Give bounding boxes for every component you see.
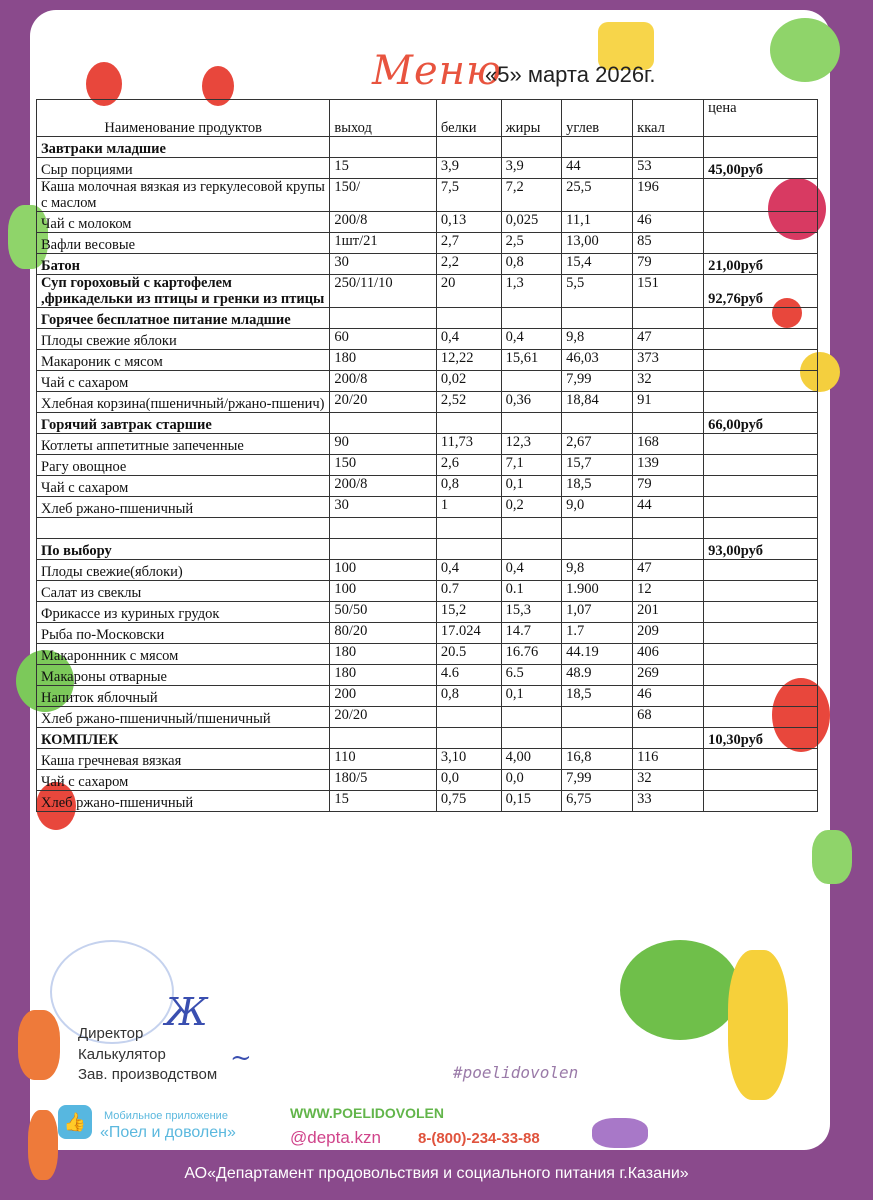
- nutrition-value-cell: 100: [330, 581, 437, 602]
- nutrition-value-cell: [501, 137, 562, 158]
- product-name-cell: Сыр порциями: [37, 158, 330, 179]
- table-row: [37, 770, 818, 791]
- nutrition-value-cell: 79: [633, 476, 704, 497]
- price-cell: [704, 434, 818, 455]
- nutrition-value-cell: 12,22: [436, 350, 501, 371]
- nutrition-value-cell: 85: [633, 233, 704, 254]
- nutrition-value-cell: 44: [562, 158, 633, 179]
- broccoli-character-icon: [620, 940, 740, 1040]
- product-name-cell: Плоды свежие яблоки: [37, 329, 330, 350]
- price-cell: [704, 560, 818, 581]
- price-cell: [704, 329, 818, 350]
- nutrition-value-cell: 7,99: [562, 371, 633, 392]
- price-cell: [704, 212, 818, 233]
- price-cell: [704, 623, 818, 644]
- table-section-row: [37, 413, 818, 434]
- nutrition-value-cell: 0,8: [436, 476, 501, 497]
- nutrition-value-cell: 15,2: [436, 602, 501, 623]
- nutrition-value-cell: [501, 518, 562, 539]
- product-name-cell: Хлебная корзина(пшеничный/ржано-пшенич): [37, 392, 330, 413]
- product-name-cell: Фрикассе из куриных грудок: [37, 602, 330, 623]
- menu-table: [36, 99, 818, 812]
- table-row: [37, 212, 818, 233]
- nutrition-value-cell: 373: [633, 350, 704, 371]
- nutrition-value-cell: 47: [633, 329, 704, 350]
- column-header: ккал: [633, 100, 704, 137]
- nutrition-value-cell: 0,13: [436, 212, 501, 233]
- table-row: [37, 179, 818, 212]
- nutrition-value-cell: 250/11/10: [330, 275, 437, 308]
- nutrition-value-cell: 30: [330, 497, 437, 518]
- nutrition-value-cell: [436, 137, 501, 158]
- nutrition-value-cell: 406: [633, 644, 704, 665]
- table-row: [37, 455, 818, 476]
- nutrition-value-cell: 0,4: [436, 329, 501, 350]
- menu-logo-title: Меню: [372, 48, 503, 94]
- nutrition-value-cell: 0,4: [501, 329, 562, 350]
- nutrition-value-cell: [633, 308, 704, 329]
- table-row: [37, 392, 818, 413]
- product-name-cell: КОМПЛЕК: [37, 728, 330, 749]
- nutrition-value-cell: 20.5: [436, 644, 501, 665]
- nutrition-value-cell: 44.19: [562, 644, 633, 665]
- nutrition-value-cell: 33: [633, 791, 704, 812]
- nutrition-value-cell: 6,75: [562, 791, 633, 812]
- nutrition-value-cell: 196: [633, 179, 704, 212]
- nutrition-value-cell: 0,75: [436, 791, 501, 812]
- nutrition-value-cell: 32: [633, 770, 704, 791]
- price-cell: [704, 602, 818, 623]
- price-cell: [704, 371, 818, 392]
- nutrition-value-cell: 20/20: [330, 707, 437, 728]
- nutrition-value-cell: 0,1: [501, 686, 562, 707]
- nutrition-value-cell: 0,4: [501, 560, 562, 581]
- nutrition-value-cell: 60: [330, 329, 437, 350]
- table-row: [37, 476, 818, 497]
- nutrition-value-cell: [501, 728, 562, 749]
- nutrition-value-cell: [633, 518, 704, 539]
- nutrition-value-cell: [330, 518, 437, 539]
- nutrition-value-cell: 12: [633, 581, 704, 602]
- nutrition-value-cell: [436, 518, 501, 539]
- product-name-cell: Суп гороховый с картофелем ,фрикадельки из птицы и гренки из птицы: [37, 275, 330, 308]
- price-cell: [704, 707, 818, 728]
- nutrition-value-cell: 7,1: [501, 455, 562, 476]
- instagram-handle[interactable]: @depta.kzn: [290, 1128, 381, 1147]
- candy-icon: [592, 1118, 648, 1148]
- nutrition-value-cell: [501, 707, 562, 728]
- price-cell: 93,00руб: [704, 539, 818, 560]
- nutrition-value-cell: 7,99: [562, 770, 633, 791]
- nutrition-value-cell: 3,10: [436, 749, 501, 770]
- column-header: выход: [330, 100, 437, 137]
- table-row: [37, 644, 818, 665]
- nutrition-value-cell: [501, 413, 562, 434]
- nutrition-value-cell: 3,9: [501, 158, 562, 179]
- nutrition-value-cell: 7,2: [501, 179, 562, 212]
- thumbs-up-app-icon: 👍: [58, 1105, 92, 1139]
- production-signature: ~: [230, 1043, 252, 1073]
- nutrition-value-cell: [330, 413, 437, 434]
- table-row: [37, 602, 818, 623]
- nutrition-value-cell: 15,4: [562, 254, 633, 275]
- nutrition-value-cell: 46,03: [562, 350, 633, 371]
- nutrition-value-cell: 200: [330, 686, 437, 707]
- table-row: [37, 749, 818, 770]
- nutrition-value-cell: 2,52: [436, 392, 501, 413]
- price-cell: [704, 476, 818, 497]
- nutrition-value-cell: [436, 413, 501, 434]
- nutrition-value-cell: 44: [633, 497, 704, 518]
- product-name-cell: По выбору: [37, 539, 330, 560]
- price-cell: 66,00руб: [704, 413, 818, 434]
- nutrition-value-cell: 0,15: [501, 791, 562, 812]
- product-name-cell: [37, 518, 330, 539]
- nutrition-value-cell: 15,3: [501, 602, 562, 623]
- table-section-row: [37, 275, 818, 308]
- table-row: [37, 350, 818, 371]
- column-header: углев: [562, 100, 633, 137]
- product-name-cell: Котлеты аппетитные запеченные: [37, 434, 330, 455]
- nutrition-value-cell: [562, 137, 633, 158]
- table-row: [37, 233, 818, 254]
- nutrition-value-cell: [562, 518, 633, 539]
- price-cell: [704, 392, 818, 413]
- nutrition-value-cell: 30: [330, 254, 437, 275]
- carrot-character-icon: [18, 1010, 60, 1080]
- nutrition-value-cell: 15: [330, 791, 437, 812]
- nutrition-value-cell: 9,8: [562, 560, 633, 581]
- nutrition-value-cell: 50/50: [330, 602, 437, 623]
- nutrition-value-cell: 0,0: [436, 770, 501, 791]
- table-row: [37, 158, 818, 179]
- nutrition-value-cell: 3,9: [436, 158, 501, 179]
- product-name-cell: Чай с молоком: [37, 212, 330, 233]
- menu-date: «5» марта 2026г.: [485, 62, 656, 87]
- product-name-cell: Чай с сахаром: [37, 371, 330, 392]
- nutrition-value-cell: 9,0: [562, 497, 633, 518]
- nutrition-value-cell: 200/8: [330, 476, 437, 497]
- table-row: [37, 518, 818, 539]
- nutrition-value-cell: 12,3: [501, 434, 562, 455]
- nutrition-value-cell: 116: [633, 749, 704, 770]
- nutrition-value-cell: 0,0: [501, 770, 562, 791]
- nutrition-value-cell: 1.900: [562, 581, 633, 602]
- nutrition-value-cell: 32: [633, 371, 704, 392]
- product-name-cell: Батон: [37, 254, 330, 275]
- product-name-cell: Макароник с мясом: [37, 350, 330, 371]
- column-header: белки: [436, 100, 501, 137]
- nutrition-value-cell: 9,8: [562, 329, 633, 350]
- nutrition-value-cell: 90: [330, 434, 437, 455]
- nutrition-value-cell: 168: [633, 434, 704, 455]
- nutrition-value-cell: 15,7: [562, 455, 633, 476]
- price-cell: [704, 791, 818, 812]
- nutrition-value-cell: 180: [330, 644, 437, 665]
- nutrition-value-cell: 180/5: [330, 770, 437, 791]
- nutrition-value-cell: 269: [633, 665, 704, 686]
- nutrition-value-cell: 79: [633, 254, 704, 275]
- product-name-cell: Макароннник с мясом: [37, 644, 330, 665]
- table-row: [37, 371, 818, 392]
- nutrition-value-cell: 15,61: [501, 350, 562, 371]
- nutrition-value-cell: [330, 308, 437, 329]
- price-cell: [704, 455, 818, 476]
- table-row: [37, 497, 818, 518]
- nutrition-value-cell: 11,1: [562, 212, 633, 233]
- nutrition-value-cell: 18,84: [562, 392, 633, 413]
- table-section-row: [37, 728, 818, 749]
- director-label: Директор: [78, 1025, 144, 1042]
- table-row: [37, 329, 818, 350]
- nutrition-value-cell: 0,2: [501, 497, 562, 518]
- nutrition-value-cell: 151: [633, 275, 704, 308]
- nutrition-value-cell: 0,36: [501, 392, 562, 413]
- nutrition-value-cell: [436, 308, 501, 329]
- product-name-cell: Чай с сахаром: [37, 770, 330, 791]
- nutrition-value-cell: 0,02: [436, 371, 501, 392]
- table-row: [37, 707, 818, 728]
- nutrition-value-cell: 1,07: [562, 602, 633, 623]
- nutrition-value-cell: 1шт/21: [330, 233, 437, 254]
- nutrition-value-cell: 7,5: [436, 179, 501, 212]
- product-name-cell: Плоды свежие(яблоки): [37, 560, 330, 581]
- nutrition-value-cell: 18,5: [562, 476, 633, 497]
- nutrition-value-cell: 139: [633, 455, 704, 476]
- nutrition-value-cell: 4.6: [436, 665, 501, 686]
- nutrition-value-cell: [633, 539, 704, 560]
- nutrition-value-cell: 180: [330, 665, 437, 686]
- nutrition-value-cell: 2,6: [436, 455, 501, 476]
- nutrition-value-cell: 17.024: [436, 623, 501, 644]
- nutrition-value-cell: 47: [633, 560, 704, 581]
- nutrition-value-cell: 200/8: [330, 371, 437, 392]
- table-section-row: [37, 539, 818, 560]
- column-header: Наименование продуктов: [37, 100, 330, 137]
- nutrition-value-cell: 11,73: [436, 434, 501, 455]
- nutrition-value-cell: 1: [436, 497, 501, 518]
- price-cell: [704, 179, 818, 212]
- nutrition-value-cell: 110: [330, 749, 437, 770]
- nutrition-value-cell: [330, 137, 437, 158]
- app-name: «Поел и доволен»: [100, 1124, 236, 1141]
- column-header: жиры: [501, 100, 562, 137]
- nutrition-value-cell: [562, 728, 633, 749]
- nutrition-value-cell: [436, 539, 501, 560]
- price-cell: [704, 137, 818, 158]
- nutrition-value-cell: 0,1: [501, 476, 562, 497]
- product-name-cell: Вафли весовые: [37, 233, 330, 254]
- nutrition-value-cell: 100: [330, 560, 437, 581]
- nutrition-value-cell: 2,5: [501, 233, 562, 254]
- price-cell: [704, 581, 818, 602]
- calculator-label: Калькулятор: [78, 1046, 166, 1063]
- nutrition-value-cell: 68: [633, 707, 704, 728]
- nutrition-value-cell: 20: [436, 275, 501, 308]
- nutrition-value-cell: [633, 413, 704, 434]
- nutrition-value-cell: 4,00: [501, 749, 562, 770]
- app-label: Мобильное приложение: [104, 1110, 228, 1122]
- price-cell: [704, 233, 818, 254]
- nutrition-value-cell: 0.1: [501, 581, 562, 602]
- table-row: [37, 791, 818, 812]
- nutrition-value-cell: 0,8: [436, 686, 501, 707]
- nutrition-value-cell: [562, 413, 633, 434]
- nutrition-value-cell: 6.5: [501, 665, 562, 686]
- nutrition-value-cell: 13,00: [562, 233, 633, 254]
- nutrition-value-cell: [562, 707, 633, 728]
- nutrition-value-cell: [562, 539, 633, 560]
- nutrition-value-cell: 1,3: [501, 275, 562, 308]
- nutrition-value-cell: 15: [330, 158, 437, 179]
- nutrition-value-cell: 16,8: [562, 749, 633, 770]
- director-signature: Ж: [165, 990, 208, 1034]
- nutrition-value-cell: [501, 308, 562, 329]
- nutrition-value-cell: [436, 728, 501, 749]
- price-cell: 10,30руб: [704, 728, 818, 749]
- table-row: [37, 434, 818, 455]
- nutrition-value-cell: 0,025: [501, 212, 562, 233]
- product-name-cell: Рагу овощное: [37, 455, 330, 476]
- nutrition-value-cell: 46: [633, 686, 704, 707]
- nutrition-value-cell: [436, 707, 501, 728]
- nutrition-value-cell: [633, 728, 704, 749]
- product-name-cell: Каша гречневая вязкая: [37, 749, 330, 770]
- product-name-cell: Хлеб ржано-пшеничный: [37, 497, 330, 518]
- product-name-cell: Чай с сахаром: [37, 476, 330, 497]
- footer-organization: АО«Департамент продовольствия и социального питания г.Казани»: [184, 1165, 689, 1182]
- table-row: [37, 581, 818, 602]
- price-cell: [704, 497, 818, 518]
- nutrition-value-cell: 25,5: [562, 179, 633, 212]
- phone-number[interactable]: 8-(800)-234-33-88: [418, 1130, 540, 1147]
- table-row: [37, 623, 818, 644]
- product-name-cell: Хлеб ржано-пшеничный/пшеничный: [37, 707, 330, 728]
- price-cell: [704, 749, 818, 770]
- column-header: цена: [704, 100, 818, 137]
- product-name-cell: Горячее бесплатное питание младшие: [37, 308, 330, 329]
- nutrition-value-cell: 80/20: [330, 623, 437, 644]
- price-cell: [704, 308, 818, 329]
- table-section-row: [37, 308, 818, 329]
- nutrition-value-cell: 150: [330, 455, 437, 476]
- product-name-cell: Горячий завтрак старшие: [37, 413, 330, 434]
- price-cell: [704, 665, 818, 686]
- price-cell: [704, 644, 818, 665]
- production-manager-label: Зав. производством: [78, 1066, 218, 1083]
- product-name-cell: Каша молочная вязкая из геркулесовой крупы с маслом: [37, 179, 330, 212]
- table-row: [37, 560, 818, 581]
- nutrition-value-cell: 200/8: [330, 212, 437, 233]
- nutrition-value-cell: 5,5: [562, 275, 633, 308]
- nutrition-value-cell: [501, 539, 562, 560]
- table-section-row: [37, 254, 818, 275]
- nutrition-value-cell: 209: [633, 623, 704, 644]
- nutrition-value-cell: 0,8: [501, 254, 562, 275]
- nutrition-value-cell: 18,5: [562, 686, 633, 707]
- hashtag-text: #poelidovolen: [453, 1063, 579, 1082]
- price-cell: 21,00руб: [704, 254, 818, 275]
- nutrition-value-cell: [562, 308, 633, 329]
- nutrition-value-cell: [330, 539, 437, 560]
- nutrition-value-cell: 14.7: [501, 623, 562, 644]
- nutrition-value-cell: 16.76: [501, 644, 562, 665]
- table-header-row: [37, 100, 818, 137]
- table-row: [37, 686, 818, 707]
- nutrition-value-cell: 1.7: [562, 623, 633, 644]
- product-name-cell: Хлеб ржано-пшеничный: [37, 791, 330, 812]
- nutrition-value-cell: [501, 371, 562, 392]
- cucumber-slice-icon: [770, 18, 840, 82]
- nutrition-value-cell: 150/: [330, 179, 437, 212]
- product-name-cell: Рыба по-Московски: [37, 623, 330, 644]
- nutrition-value-cell: 20/20: [330, 392, 437, 413]
- nutrition-value-cell: [633, 137, 704, 158]
- table-row: [37, 665, 818, 686]
- nutrition-value-cell: 2,2: [436, 254, 501, 275]
- table-section-row: [37, 137, 818, 158]
- product-name-cell: Завтраки младшие: [37, 137, 330, 158]
- price-cell: 92,76руб: [704, 275, 818, 308]
- price-cell: [704, 686, 818, 707]
- price-cell: [704, 518, 818, 539]
- nutrition-value-cell: 53: [633, 158, 704, 179]
- nutrition-value-cell: 48.9: [562, 665, 633, 686]
- price-cell: [704, 350, 818, 371]
- nutrition-value-cell: [330, 728, 437, 749]
- nutrition-value-cell: 201: [633, 602, 704, 623]
- price-cell: 45,00руб: [704, 158, 818, 179]
- product-name-cell: Макароны отварные: [37, 665, 330, 686]
- nutrition-value-cell: 0,4: [436, 560, 501, 581]
- banana-character-icon: [728, 950, 788, 1100]
- price-cell: [704, 770, 818, 791]
- nutrition-value-cell: 0.7: [436, 581, 501, 602]
- nutrition-value-cell: 2,7: [436, 233, 501, 254]
- product-name-cell: Напиток яблочный: [37, 686, 330, 707]
- website-link[interactable]: WWW.POELIDOVOLEN: [290, 1105, 444, 1121]
- product-name-cell: Салат из свеклы: [37, 581, 330, 602]
- nutrition-value-cell: 46: [633, 212, 704, 233]
- nutrition-value-cell: 91: [633, 392, 704, 413]
- lettuce-icon: [812, 830, 852, 884]
- nutrition-value-cell: 180: [330, 350, 437, 371]
- nutrition-value-cell: 2,67: [562, 434, 633, 455]
